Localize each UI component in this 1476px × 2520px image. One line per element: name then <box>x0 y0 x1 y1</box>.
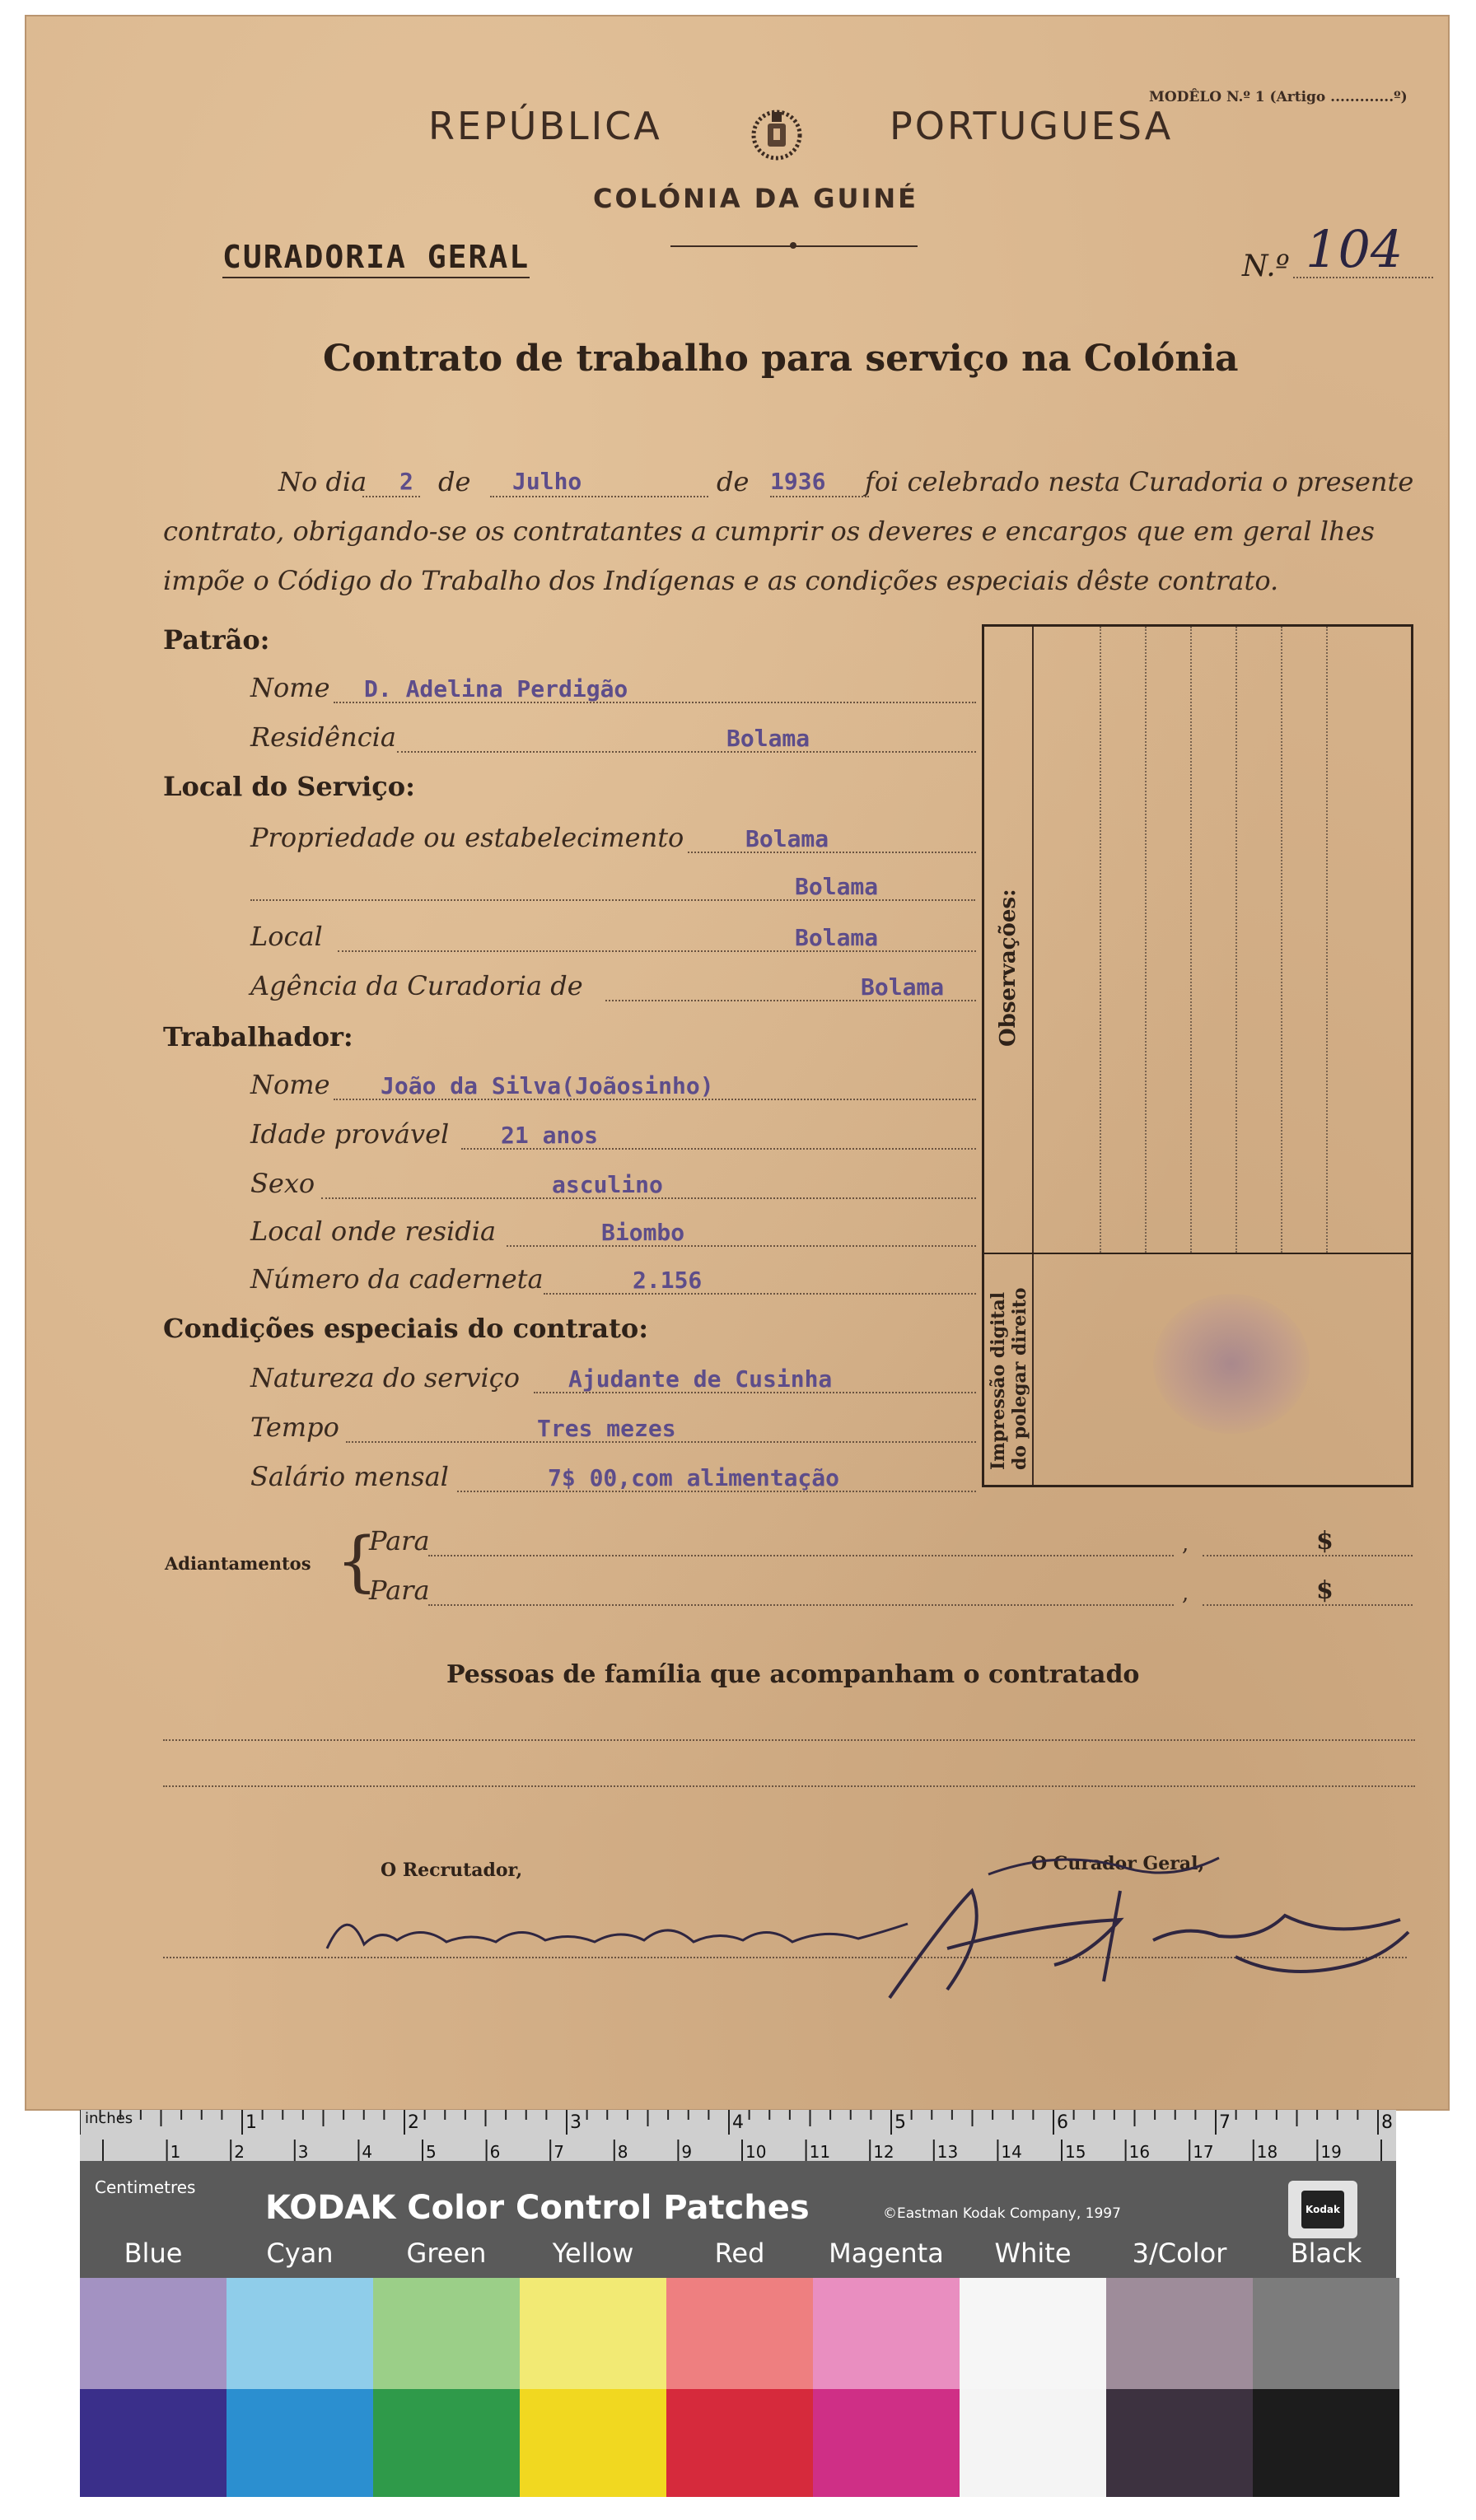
patch-light-red <box>666 2278 813 2389</box>
kodak-title: KODAK Color Control Patches <box>265 2189 810 2227</box>
contract-document <box>25 15 1450 2111</box>
intro-ano-value: 1936 <box>770 468 826 495</box>
intro-de2: de <box>717 466 750 497</box>
ruler-cm-number: 5 <box>426 2142 437 2161</box>
header-republica: REPÚBLICA <box>428 104 662 148</box>
ruler-cm-number: 11 <box>809 2142 831 2161</box>
patch-light-cyan <box>227 2278 373 2389</box>
ruler-centimetres-label: Centimetres <box>95 2177 196 2197</box>
observacoes-column <box>984 627 1034 1253</box>
para2-line <box>428 1604 1174 1606</box>
recrutador-label: O Recrutador, <box>381 1860 523 1881</box>
impressao-label <box>988 1287 1030 1470</box>
ruler-cm-number: 16 <box>1128 2142 1151 2161</box>
ruler-inch-number: 1 <box>245 2112 257 2133</box>
curador-label: O Curador Geral, <box>1031 1853 1205 1874</box>
intro-resto: foi celebrado nesta Curadoria o presente <box>865 466 1414 497</box>
agencia-value: Bolama <box>861 973 945 1001</box>
recrutador-signature <box>323 1899 916 1968</box>
patch-label: Cyan <box>266 2238 334 2269</box>
ruler-cm-number: 2 <box>234 2142 245 2161</box>
patch-label: Red <box>714 2238 765 2269</box>
ruler-inch-number: 7 <box>1219 2112 1231 2133</box>
patch-label: Green <box>406 2238 487 2269</box>
propriedade-label: Propriedade ou estabelecimento <box>250 822 684 853</box>
local-line <box>338 950 976 952</box>
caderneta-label: Número da caderneta <box>250 1263 544 1295</box>
patrao-nome-label: Nome <box>250 672 330 703</box>
patch-light-white <box>960 2278 1106 2389</box>
recrutador-signature-image <box>323 1899 916 1957</box>
ruler-cm-number: 8 <box>617 2142 628 2161</box>
header-portuguesa: PORTUGUESA <box>890 104 1174 148</box>
patch-solid-yellow <box>520 2389 666 2497</box>
numero-line <box>1293 277 1433 278</box>
ruler-cm-number: 7 <box>554 2142 564 2161</box>
obs-rule-2 <box>1145 627 1147 1253</box>
ruler-cm-number: 18 <box>1256 2142 1278 2161</box>
patrao-heading: Patrão: <box>163 624 270 656</box>
ruler-cm-number: 10 <box>745 2142 767 2161</box>
patch-label: Magenta <box>829 2238 944 2269</box>
patch-light-3-color <box>1106 2278 1253 2389</box>
patch-label: Black <box>1290 2238 1362 2269</box>
intro-linha2: contrato, obrigando-se os contratantes a cumprir os deveres e encargos que em geral lhes <box>163 516 1375 547</box>
idade-value: 21 anos <box>501 1122 599 1149</box>
natureza-label: Natureza do serviço <box>250 1362 520 1393</box>
ruler-inch-number: 4 <box>732 2112 744 2133</box>
patch-solid-black <box>1253 2389 1399 2497</box>
patch-light-black <box>1253 2278 1399 2389</box>
para1-amount-line <box>1203 1555 1413 1556</box>
impressao-line1: Impressão digital <box>988 1291 1009 1470</box>
familia-line-1 <box>163 1739 1415 1741</box>
patch-solid-white <box>960 2389 1106 2497</box>
kodak-logo-icon <box>1288 2181 1357 2238</box>
agencia-label: Agência da Curadoria de <box>250 970 583 1001</box>
patch-label: White <box>994 2238 1072 2269</box>
patrao-residencia-label: Residência <box>250 721 396 753</box>
residia-line <box>507 1245 976 1247</box>
kodak-copyright: ©Eastman Kodak Company, 1997 <box>883 2205 1121 2222</box>
ruler-cm-number: 4 <box>362 2142 373 2161</box>
observacoes-label: Observações: <box>996 889 1021 1047</box>
intro-mes-value: Julho <box>512 468 582 495</box>
patch-label: Blue <box>124 2238 183 2269</box>
numero-value: 104 <box>1306 219 1404 279</box>
side-box <box>982 624 1413 1487</box>
idade-label: Idade provável <box>250 1118 450 1150</box>
sexo-value: asculino <box>552 1171 663 1198</box>
curadoria-label: CURADORIA GERAL <box>222 239 530 278</box>
impressao-column <box>984 1254 1034 1485</box>
ruler-cm-number: 15 <box>1065 2142 1086 2161</box>
ruler-cm-number: 6 <box>489 2142 501 2161</box>
residia-value: Biombo <box>601 1219 685 1246</box>
propriedade-value: Bolama <box>745 825 829 852</box>
obs-rule-6 <box>1326 627 1329 1253</box>
intro-ano-line <box>770 496 869 497</box>
patch-solid-blue <box>80 2389 227 2497</box>
patch-light-blue <box>80 2278 227 2389</box>
intro-dia-line <box>362 496 420 497</box>
numero-label: N.º <box>1242 250 1290 283</box>
local-value: Bolama <box>795 924 879 951</box>
ruler-cm-number: 12 <box>873 2142 894 2161</box>
ruler-ticks <box>80 2110 1396 2161</box>
para2-comma: , <box>1182 1581 1189 1606</box>
coat-of-arms-icon <box>751 105 802 165</box>
intro-mes-line <box>490 496 708 497</box>
ruler-inch-number: 6 <box>1057 2112 1068 2133</box>
intro-linha3: impõe o Código do Trabalho dos Indígenas e as condições especiais dêste contrato. <box>163 565 1279 596</box>
adiantamentos-label: Adiantamentos <box>165 1553 311 1574</box>
patrao-residencia-line <box>397 751 976 753</box>
para2-label: Para <box>369 1575 430 1606</box>
header-divider-dot <box>790 242 796 249</box>
patrao-nome-value: D. Adelina Perdigão <box>364 675 628 702</box>
propriedade-line <box>688 852 976 853</box>
thumbprint-mark <box>1153 1294 1310 1434</box>
tempo-label: Tempo <box>250 1412 339 1443</box>
ruler-inch-number: 2 <box>408 2112 419 2133</box>
para1-line <box>428 1555 1174 1556</box>
ruler-cm-number: 14 <box>1001 2142 1022 2161</box>
familia-line-2 <box>163 1785 1415 1787</box>
patch-solid-cyan <box>227 2389 373 2497</box>
patch-light-magenta <box>813 2278 960 2389</box>
adiantamentos-brace-icon: { <box>336 1523 378 1599</box>
patch-solid-green <box>373 2389 520 2497</box>
ruler-cm-number: 9 <box>681 2142 693 2161</box>
kodak-ruler <box>80 2110 1396 2161</box>
patch-solid-magenta <box>813 2389 960 2497</box>
local-servico-heading: Local do Serviço: <box>163 771 415 802</box>
ruler-inch-number: 8 <box>1381 2112 1393 2133</box>
para2-amount-line <box>1203 1604 1413 1606</box>
patch-label: 3/Color <box>1132 2238 1227 2269</box>
ruler-cm-number: 13 <box>937 2142 959 2161</box>
patch-light-yellow <box>520 2278 666 2389</box>
intro-dia-value: 2 <box>399 468 413 495</box>
trabalhador-nome-value: João da Silva(Joãosinho) <box>381 1072 714 1099</box>
ruler-cm-number: 1 <box>170 2142 181 2161</box>
sexo-label: Sexo <box>250 1168 315 1199</box>
patrao-residencia-value: Bolama <box>726 725 810 752</box>
caderneta-line <box>544 1293 976 1295</box>
obs-rule-1 <box>1100 627 1102 1253</box>
colonia-label: COLÓNIA DA GUINÉ <box>593 183 918 214</box>
patch-light-green <box>373 2278 520 2389</box>
ruler-inches-label: inches <box>85 2110 133 2127</box>
intro-de1: de <box>438 466 471 497</box>
familia-heading: Pessoas de família que acompanham o contratado <box>446 1660 1140 1689</box>
para1-label: Para <box>369 1525 430 1556</box>
salario-value: 7$ 00,com alimentação <box>548 1464 840 1491</box>
side-box-divider <box>984 1253 1411 1254</box>
kodak-color-strip <box>80 2110 1396 2497</box>
obs-rule-3 <box>1190 627 1193 1253</box>
obs-rule-4 <box>1235 627 1238 1253</box>
modelo-label: MODÊLO N.º 1 (Artigo .............º) <box>1149 89 1408 105</box>
salario-label: Salário mensal <box>250 1461 449 1492</box>
ruler-inch-number: 3 <box>570 2112 582 2133</box>
patch-label: Yellow <box>552 2238 634 2269</box>
ruler-cm-number: 17 <box>1193 2142 1214 2161</box>
impressao-line2: do polegar direito <box>1009 1287 1030 1470</box>
ruler-cm-number: 19 <box>1320 2142 1342 2161</box>
caderneta-value: 2.156 <box>633 1267 703 1294</box>
condicoes-heading: Condições especiais do contrato: <box>163 1313 649 1344</box>
para1-comma: , <box>1182 1532 1189 1556</box>
patch-solid-red <box>666 2389 813 2497</box>
curador-signature <box>873 1841 1417 2009</box>
kodak-logo-text: Kodak <box>1301 2191 1344 2228</box>
local-label: Local <box>250 921 323 952</box>
obs-rule-5 <box>1281 627 1283 1253</box>
natureza-value: Ajudante de Cusinha <box>568 1365 833 1393</box>
para2-currency: $ <box>1316 1576 1334 1605</box>
ruler-inch-number: 5 <box>894 2112 906 2133</box>
page-title: Contrato de trabalho para serviço na Colónia <box>323 338 1239 380</box>
intro-no-dia: No dia <box>278 466 367 497</box>
ruler-cm-number: 3 <box>297 2142 309 2161</box>
para1-currency: $ <box>1316 1527 1334 1556</box>
trabalhador-heading: Trabalhador: <box>163 1021 353 1052</box>
patch-solid-3-color <box>1106 2389 1253 2497</box>
trabalhador-nome-label: Nome <box>250 1069 330 1100</box>
tempo-value: Tres mezes <box>537 1415 676 1442</box>
local-extra-value: Bolama <box>795 873 879 900</box>
residia-label: Local onde residia <box>250 1216 497 1247</box>
